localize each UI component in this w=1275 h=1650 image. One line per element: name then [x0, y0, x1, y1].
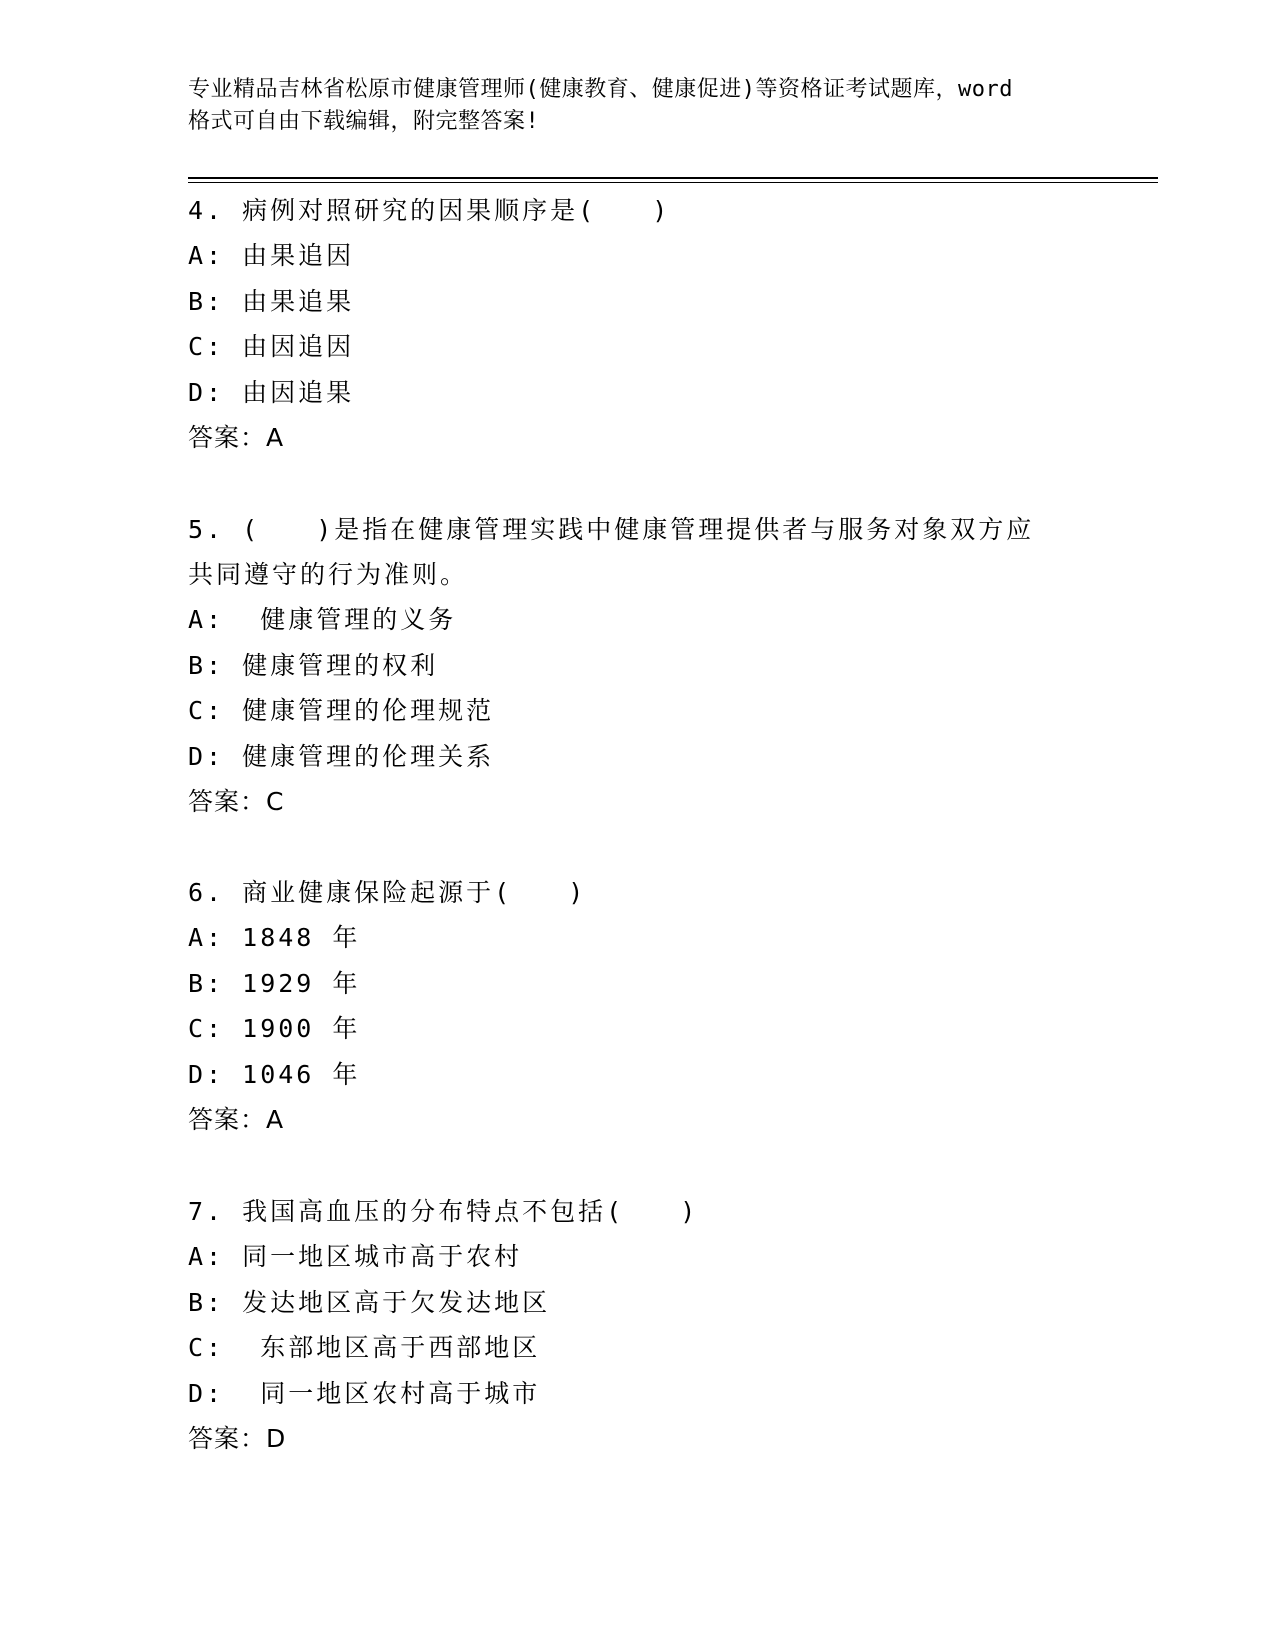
header-line-2: 格式可自由下载编辑，附完整答案!: [188, 109, 540, 134]
option-c: C: 东部地区高于西部地区: [188, 1333, 541, 1362]
header-rule-thin: [188, 182, 1158, 183]
answer-line: 答案：A: [188, 1105, 285, 1134]
option-d: D: 由因追果: [188, 377, 355, 407]
option-a: A: 同一地区城市高于农村: [188, 1242, 523, 1271]
question-5: [188, 507, 1088, 825]
option-a: A: 健康管理的义务: [188, 605, 457, 634]
question-stem: 4. 病例对照研究的因果顺序是( ): [188, 196, 671, 225]
option-d: D: 1046 年: [188, 1059, 361, 1089]
question-stem: 5. ( )是指在健康管理实践中健康管理提供者与服务对象双方应共同遵守的行为准则。: [188, 515, 1035, 589]
option-b: B: 发达地区高于欠发达地区: [188, 1287, 551, 1317]
document-header: [188, 74, 1088, 138]
question-stem: 6. 商业健康保险起源于( ): [188, 878, 587, 907]
question-7: [188, 1189, 1088, 1462]
option-d: D: 同一地区农村高于城市: [188, 1378, 541, 1408]
answer-line: 答案：A: [188, 423, 285, 452]
question-stem: 7. 我国高血压的分布特点不包括( ): [188, 1197, 699, 1226]
option-a: A: 1848 年: [188, 923, 361, 952]
option-c: C: 健康管理的伦理规范: [188, 696, 495, 725]
option-a: A: 由果追因: [188, 241, 355, 270]
question-4: [188, 188, 1088, 461]
option-d: D: 健康管理的伦理关系: [188, 741, 495, 771]
header-line-1: 专业精品吉林省松原市健康管理师(健康教育、健康促进)等资格证考试题库，word: [188, 77, 1013, 102]
option-b: B: 健康管理的权利: [188, 650, 439, 680]
option-c: C: 由因追因: [188, 332, 355, 361]
question-6: [188, 870, 1088, 1143]
answer-line: 答案：C: [188, 787, 285, 816]
answer-line: 答案：D: [188, 1424, 287, 1453]
option-b: B: 由果追果: [188, 286, 355, 316]
option-c: C: 1900 年: [188, 1014, 361, 1043]
header-rule-thick: [188, 177, 1158, 179]
option-b: B: 1929 年: [188, 968, 361, 998]
